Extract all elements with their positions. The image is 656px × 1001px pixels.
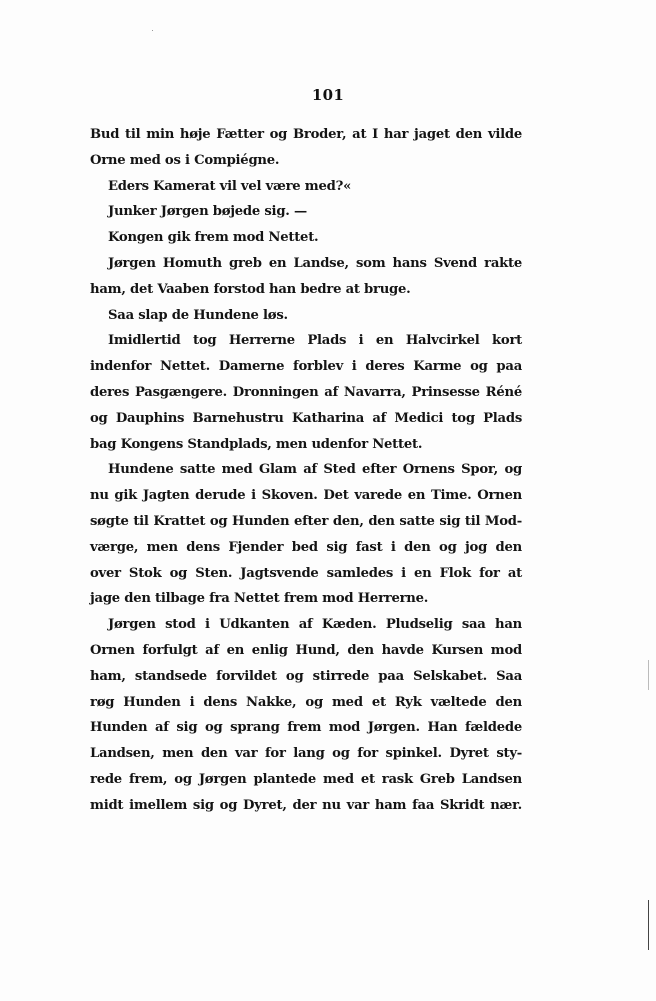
text-line: jage den tilbage fra Nettet frem mod Herrerne. [90, 591, 429, 607]
text-line: Junker Jørgen bøjede sig. — [108, 204, 307, 220]
text-line: rede frem, og Jørgen plantede med et rask Greb Landsen [90, 771, 522, 787]
text-line: værge, men dens Fjender bed sig fast i den og jog den [90, 539, 522, 555]
text-line: midt imellem sig og Dyret, der nu var ham faa Skridt nær. [90, 797, 522, 813]
text-line: ham, det Vaaben forstod han bedre at bruge. [90, 281, 411, 297]
text-line: Jørgen Homuth greb en Landse, som hans Svend rakte [108, 255, 522, 271]
text-line: Kongen gik frem mod Nettet. [108, 230, 319, 246]
text-line: og Dauphins Barnehustru Katharina af Medici tog Plads [90, 410, 522, 426]
text-line: Jørgen stod i Udkanten af Kæden. Pludselig saa han [108, 617, 522, 633]
page-number: 101 [311, 86, 345, 104]
text-line: indenfor Nettet. Damerne forblev i deres Karme og paa [90, 359, 522, 375]
text-line: deres Pasgængere. Dronningen af Navarra, Prinsesse Réné [90, 384, 522, 400]
text-line: Bud til min høje Fætter og Broder, at I har jaget den vilde [90, 127, 522, 142]
text-line: Hundene satte med Glam af Sted efter Ornens Spor, og [108, 462, 522, 478]
text-line: Imidlertid tog Herrerne Plads i en Halvcirkel kort [108, 333, 522, 349]
text-line: Saa slap de Hundene løs. [108, 307, 288, 323]
text-line: søgte til Krattet og Hunden efter den, den satte sig til Mod- [90, 513, 522, 529]
text-line: Hunden af sig og sprang frem mod Jørgen. Han fældede [90, 720, 522, 736]
text-line: Eders Kamerat vil vel være med?« [108, 178, 352, 194]
text-line: ham, standsede forvildet og stirrede paa Selskabet. Saa [90, 668, 522, 684]
page-edge-mark [648, 900, 649, 950]
text-line: over Stok og Sten. Jagtsvende samledes i en Flok for at [90, 565, 522, 581]
text-line: røg Hunden i dens Nakke, og med et Ryk væltede den [90, 694, 522, 710]
text-line: bag Kongens Standplads, men udenfor Nettet. [90, 436, 423, 452]
body-text [90, 122, 522, 819]
text-line: Landsen, men den var for lang og for spinkel. Dyret sty- [90, 746, 522, 762]
text-line: Ornen forfulgt af en enlig Hund, den havde Kursen mod [90, 642, 522, 658]
page-edge-mark [648, 660, 649, 690]
text-line: Orne med os i Compiégne. [90, 152, 280, 168]
text-line: nu gik Jagten derude i Skoven. Det varede en Time. Ornen [90, 488, 522, 504]
paper-speck [152, 30, 153, 31]
